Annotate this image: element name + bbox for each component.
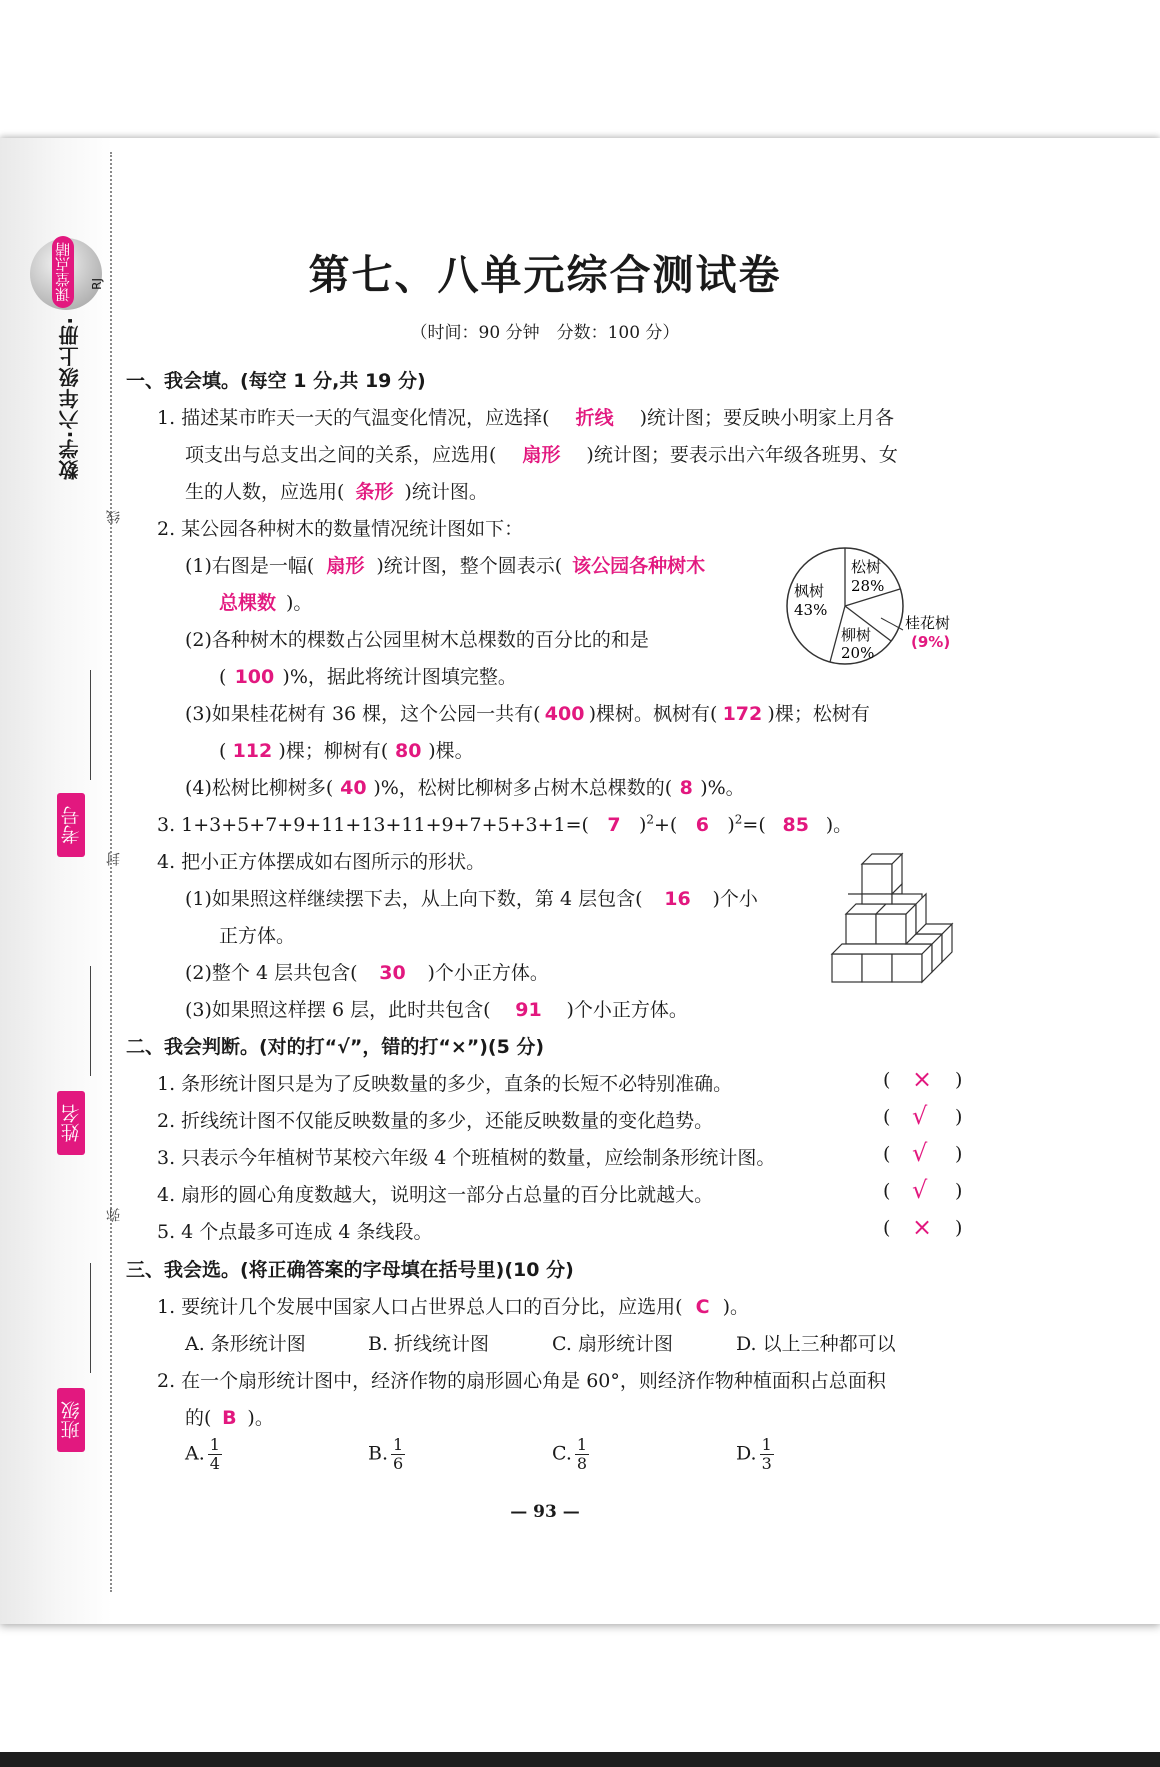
q3-answer1: 7 <box>607 814 621 836</box>
judge-item-text: 3. 只表示今年植树节某校六年级 4 个班植树的数量，应绘制条形统计图。 <box>157 1147 776 1169</box>
q2-part3-line2: ( 112 )棵；柳树有( 80 )棵。 <box>219 740 474 762</box>
cube-stack-figure <box>828 846 968 984</box>
pie-pct-pine: 28% <box>851 577 885 595</box>
q3-text: )。 <box>825 814 853 836</box>
q2-answer-total: 400 <box>544 703 585 725</box>
s3-q2-line1: 2. 在一个扇形统计图中，经济作物的扇形圆心角是 60°，则经济作物种植面积占总面积 <box>157 1370 886 1392</box>
q1-text: )统计图；要反映小明家上月各 <box>639 407 895 429</box>
cut-mark-xian: 线 <box>106 510 122 524</box>
fraction <box>575 1436 589 1473</box>
fraction-denominator: 6 <box>393 1454 404 1473</box>
s3-q1-option-a: A. 条形统计图 <box>185 1333 306 1355</box>
brand-label: 课堂点睛 <box>52 236 74 308</box>
name-tag: 姓名 <box>57 1091 85 1155</box>
cube-face <box>862 864 892 894</box>
s3-q2-line2 <box>185 1403 274 1430</box>
q3-answer2: 6 <box>695 814 709 836</box>
cube-face <box>876 914 906 944</box>
page-number: — 93 — <box>510 1502 580 1522</box>
q2-intro: 2. 某公园各种树木的数量情况统计图如下： <box>157 518 524 540</box>
section2-heading: 二、我会判断。(对的打“√”，错的打“×”)(5 分) <box>126 1036 545 1058</box>
judge-item-text: 1. 条形统计图只是为了反映数量的多少，直条的长短不必特别准确。 <box>157 1073 733 1095</box>
s3-q2-option <box>185 1436 222 1473</box>
q3-text: +( <box>654 814 678 836</box>
s3-q1-option-b: B. 折线统计图 <box>368 1333 490 1355</box>
cube-face <box>832 944 932 954</box>
fraction <box>208 1436 222 1473</box>
q2-answer-whole-cont: 总棵数 <box>219 592 277 614</box>
s3-q1-text: 1. 要统计几个发展中国家人口占世界总人口的百分比，应选用( <box>157 1296 683 1318</box>
q2-text: )棵树。枫树有( <box>588 703 718 725</box>
q2-text: )统计图，整个圆表示( <box>376 555 563 577</box>
q4-text: )个小 <box>712 888 758 910</box>
judge-answer-mark: √ <box>912 1102 928 1130</box>
s3-q2-option <box>368 1436 405 1473</box>
page-subtitle: （时间：90 分钟 分数：100 分） <box>410 323 680 343</box>
q4-part2 <box>185 958 549 985</box>
q4-answer-total4: 30 <box>379 962 406 984</box>
q2-part1-line2 <box>219 588 312 615</box>
section3-heading: 三、我会选。(将正确答案的字母填在括号里)(10 分) <box>126 1259 574 1281</box>
q4-intro: 4. 把小正方体摆成如右图所示的形状。 <box>157 851 486 873</box>
q3-text: ) <box>638 814 647 836</box>
bottom-bar <box>0 1752 1160 1767</box>
q4-text: )个小正方体。 <box>427 962 549 984</box>
s3-q2-answer: B <box>222 1407 237 1429</box>
q4-text: (3)如果照这样摆 6 层，此时共包含( <box>185 999 491 1021</box>
judge-paren-right: ) <box>955 1069 963 1091</box>
pie-pct-willow: 20% <box>841 644 875 662</box>
judge-paren-right: ) <box>955 1143 963 1165</box>
pie-label-maple: 枫树 <box>794 582 825 600</box>
fraction-denominator: 4 <box>209 1454 220 1473</box>
s3-q1 <box>157 1292 749 1319</box>
fraction-numerator: 1 <box>209 1435 220 1454</box>
q2-text: )。 <box>286 592 313 614</box>
q1-text: 生的人数，应选用( <box>185 481 345 503</box>
q2-text: )%。 <box>700 777 745 799</box>
q2-text: (4)松树比柳树多( <box>185 777 334 799</box>
q1-answer2: 扇形 <box>522 444 561 466</box>
q2-answer-type: 扇形 <box>326 555 365 577</box>
q2-text: )棵；松树有 <box>767 703 870 725</box>
judge-item-text: 2. 折线统计图不仅能反映数量的多少，还能反映数量的变化趋势。 <box>157 1110 714 1132</box>
page-title: 第七、八单元综合测试卷 <box>308 251 782 299</box>
s3-q2-option <box>736 1436 774 1473</box>
q2-text: )棵；柳树有( <box>278 740 389 762</box>
q3-answer3: 85 <box>782 814 809 836</box>
fraction-denominator: 3 <box>761 1454 772 1473</box>
s3-q1-text: )。 <box>722 1296 750 1318</box>
q3-exponent: 2 <box>734 812 743 827</box>
judge-paren-right: ) <box>955 1217 963 1239</box>
exam-number-tag: 考号 <box>57 793 85 857</box>
judge-paren-left: ( <box>883 1217 891 1239</box>
q2-text: )%，松树比柳树多占树木总棵数的( <box>373 777 673 799</box>
q2-text: )棵。 <box>428 740 474 762</box>
fraction-denominator: 8 <box>576 1454 588 1473</box>
fraction-numerator: 1 <box>393 1435 404 1454</box>
cut-mark-mi: 弥 <box>106 1208 122 1222</box>
q3-line <box>157 810 852 837</box>
judge-answer-mark: √ <box>912 1176 928 1204</box>
pie-pct-maple: 43% <box>794 601 828 619</box>
tree-pie-chart <box>785 546 975 666</box>
q4-part3 <box>185 995 688 1022</box>
option-letter: B. <box>368 1442 389 1465</box>
class-tag: 班级 <box>57 1388 85 1452</box>
s3-q1-option-c: C. 扇形统计图 <box>552 1333 673 1355</box>
q4-text: (2)整个 4 层共包含( <box>185 962 358 984</box>
q2-answer-whole: 该公园各种树木 <box>572 555 706 577</box>
judge-paren-right: ) <box>955 1180 963 1202</box>
paper-page <box>0 138 1160 1624</box>
option-letter: D. <box>736 1442 757 1465</box>
fraction <box>391 1436 405 1473</box>
s3-q2-option <box>552 1436 589 1473</box>
cube-face <box>862 954 892 982</box>
q2-answer-maple: 172 <box>722 703 763 725</box>
cube-face <box>862 894 892 904</box>
pie-label-willow: 柳树 <box>841 626 872 644</box>
q3-text: =( <box>742 814 766 836</box>
name-line <box>90 966 91 1076</box>
q1-line1 <box>157 403 894 430</box>
fraction-numerator: 1 <box>761 1435 772 1454</box>
edition-label: RJ <box>90 278 104 290</box>
q4-part1-line2: 正方体。 <box>219 925 296 947</box>
judge-answer-mark: × <box>912 1213 933 1241</box>
s3-q1-answer: C <box>695 1296 710 1318</box>
pie-label-osmanthus: 桂花树 <box>905 614 951 632</box>
q2-part2-line2: ( 100 )%，据此将统计图填完整。 <box>219 666 517 688</box>
q4-text: )个小正方体。 <box>566 999 688 1021</box>
q2-part4 <box>185 773 745 800</box>
judge-item-text: 5. 4 个点最多可连成 4 条线段。 <box>157 1221 433 1243</box>
q2-answer-diff: 40 <box>340 777 367 799</box>
judge-paren-right: ) <box>955 1106 963 1128</box>
cube-face <box>832 954 862 982</box>
section1-heading: 一、我会填。(每空 1 分,共 19 分) <box>126 370 426 392</box>
fraction <box>760 1436 774 1473</box>
q1-line2 <box>185 440 898 467</box>
judge-answer-mark: × <box>912 1065 933 1093</box>
q1-answer3: 条形 <box>355 481 394 503</box>
q1-text: 1. 描述某市昨天一天的气温变化情况，应选择( <box>157 407 550 429</box>
q2-part2-line1: (2)各种树木的棵数占公园里树木总棵数的百分比的和是 <box>185 629 649 651</box>
s3-q2-text: 的( <box>185 1407 212 1429</box>
q4-answer-layer4: 16 <box>664 888 691 910</box>
q1-text: )统计图；要表示出六年级各班男、女 <box>586 444 898 466</box>
judge-paren-left: ( <box>883 1069 891 1091</box>
judge-answer-mark: √ <box>912 1139 928 1167</box>
q2-answer-sum: 100 <box>234 666 275 688</box>
q2-text: (1)右图是一幅( <box>185 555 315 577</box>
fraction-numerator: 1 <box>576 1435 588 1454</box>
q1-answer1: 折线 <box>575 407 614 429</box>
judge-item-text: 4. 扇形的圆心角度数越大，说明这一部分占总量的百分比就越大。 <box>157 1184 714 1206</box>
q1-text: )统计图。 <box>404 481 488 503</box>
q4-text: (1)如果照这样继续摆下去，从上向下数，第 4 层包含( <box>185 888 643 910</box>
q1-line3 <box>185 477 488 504</box>
q2-part1-line1 <box>185 551 705 578</box>
q2-answer-diff-total: 8 <box>679 777 693 799</box>
q2-answer-pine: 112 <box>232 740 273 762</box>
q2-answer-willow: 80 <box>395 740 422 762</box>
s3-q1-option-d: D. 以上三种都可以 <box>736 1333 896 1355</box>
q1-text: 项支出与总支出之间的关系，应选用( <box>185 444 497 466</box>
class-line <box>90 1263 91 1373</box>
q2-text: (3)如果桂花树有 36 棵，这个公园一共有( <box>185 703 541 725</box>
exam-number-line <box>90 670 91 780</box>
q4-answer-total6: 91 <box>515 999 542 1021</box>
cut-line <box>110 152 112 1592</box>
q2-part3-line1 <box>185 699 870 726</box>
q4-part1-line1 <box>185 884 758 911</box>
judge-paren-left: ( <box>883 1106 891 1128</box>
q3-exponent: 2 <box>646 812 655 827</box>
cut-mark-feng: 封 <box>106 852 122 866</box>
option-letter: A. <box>185 1442 205 1465</box>
cube-face <box>892 954 922 982</box>
pie-label-pine: 松树 <box>851 558 882 576</box>
q2-text: )%，据此将统计图填完整。 <box>282 666 517 688</box>
judge-paren-left: ( <box>883 1180 891 1202</box>
s3-q2-text: )。 <box>247 1407 274 1429</box>
q3-text: 3. 1+3+5+7+9+11+13+11+9+7+5+3+1=( <box>157 814 589 836</box>
subject-label: 数学·六年级上册· <box>58 316 82 481</box>
judge-paren-left: ( <box>883 1143 891 1165</box>
pie-pct-osmanthus: (9%) <box>911 633 951 651</box>
cube-face <box>846 914 876 944</box>
q3-text: ) <box>727 814 735 836</box>
option-letter: C. <box>552 1442 572 1465</box>
